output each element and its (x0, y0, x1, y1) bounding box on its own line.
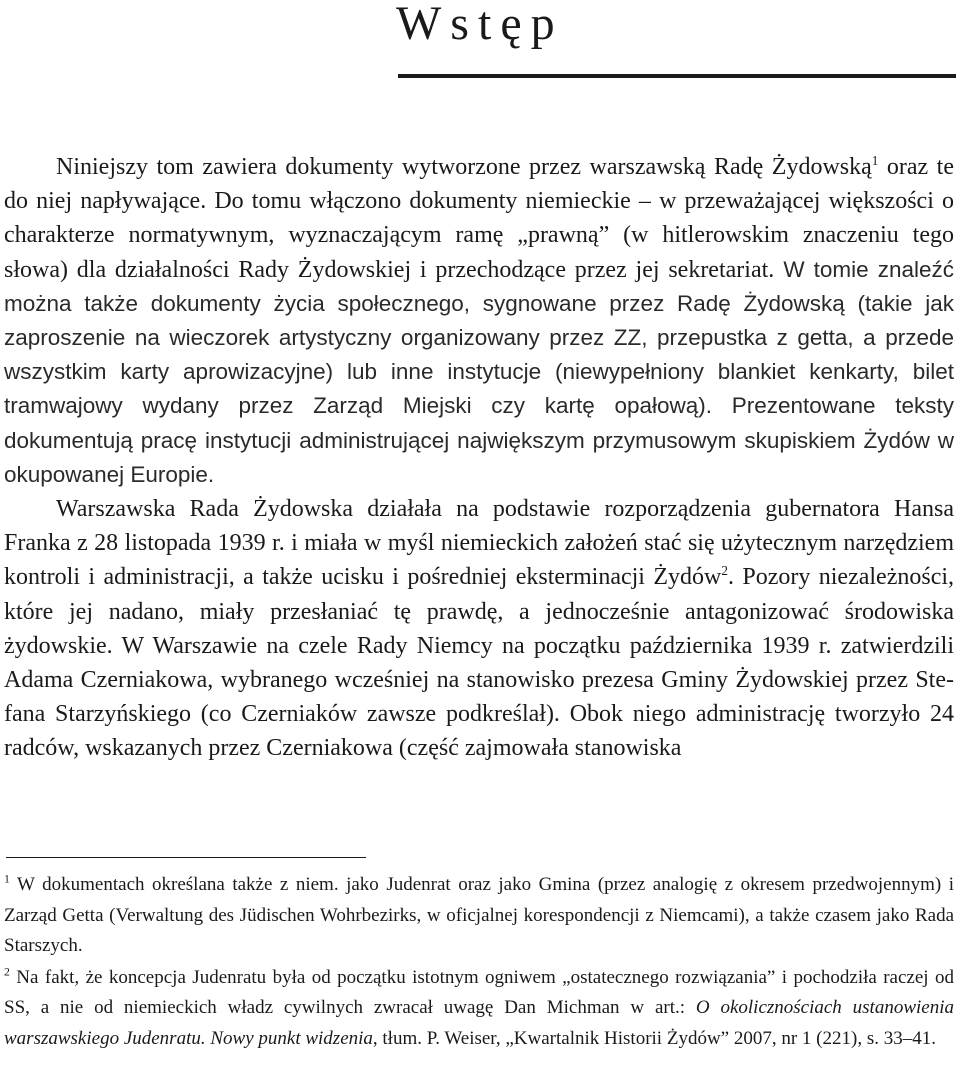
footnote-2-text-a: Na fakt, że koncepcja Judenratu była od początku istotnym ogniwem „ostatecznego rozwiązania” i pochodziła raczej od SS, a nie od niemieckich władz cywilnych zwracał uwagę Dan Michman w art.: (4, 966, 954, 1018)
footnote-1-number: 1 (4, 872, 10, 886)
paragraph-1-part-2: oraz te do niej napływające. Do tomu włączono dokumenty niemieckie – w przeważającej większości o charakterze normatywnym, wyznaczającym ramę „prawną” (w hitlerowskim znaczeniu tego słowa) dla działalności Rady Żydowskiej i przechodzące przez jej sekretariat. (4, 154, 954, 283)
footnote-2-number: 2 (4, 965, 10, 979)
paragraph-2-part-2: . Pozory niezależności, które jej nadano, miały przesłaniać tę prawdę, a jednocześnie antagonizować środowiska żydowskie. W Warszawie na czele Rady Niemcy na początku października 1939 r. zatwierdzili Adama Czerniakowa, wybranego wcześniej na stanowisko prezesa Gminy Żydowskiej przez Stefana Starzyńskiego (co Czerniaków zawsze podkreślał). Obok niego administrację tworzyło 24 radców, wskazanych przez Czerniakowa (część zajmowała stanowiska (4, 564, 955, 762)
footnote-2-text-b: , tłum. P. Weiser, „Kwartalnik Historii Żydów” 2007, nr 1 (221), s. 33–41. (372, 1027, 936, 1049)
footnotes (4, 870, 954, 1055)
paragraph-2-part-1: Warszawska Rada Żydowska działała na podstawie rozporządzenia gubernatora Hansa Franka z 28 listopada 1939 r. i miała w myśl niemieckich założeń stać się użytecznym narzędziem kontroli i administracji, a także ucisku i pośredniej eksterminacji Żydów (4, 496, 954, 591)
page-title: Wstęp (396, 0, 564, 50)
main-text (4, 150, 954, 766)
paragraph-1-part-1: Niniejszy tom zawiera dokumenty wytworzone przez warszawską Radę Żydowską (56, 154, 872, 180)
paragraph-1 (4, 150, 954, 492)
footnote-ref-1[interactable]: 1 (871, 153, 879, 168)
footnote-1 (4, 870, 954, 962)
footnote-1-text: W dokumentach określana także z niem. jako Judenrat oraz jako Gmina (przez analogię z okresem przedwojennym) i Zarząd Getta (Verwaltung des Jüdischen Wohrbezirks, w oficjalnej korespondencji z Niemcami), a także czasem jako Rada Starszych. (4, 874, 954, 956)
footnote-2 (4, 963, 954, 1055)
footnote-2-article-title: O okolicznościach ustanowienia warszawskiego Judenratu. Nowy punkt widzenia (4, 997, 954, 1049)
title-underline (398, 74, 956, 78)
paragraph-2 (4, 492, 954, 766)
footnote-ref-2[interactable]: 2 (721, 563, 728, 579)
paragraph-1-part-3: W tomie znaleźć można także dokumenty życia społecznego, sygnowane przez Radę Żydowską (takie jak zaproszenie na wieczorek artystyczny organizowany przez ZZ, przepustka z getta, a przede wszystkim karty aprowizacyjne) lub inne instytucje (niewypełniony blankiet kenkarty, bilet tramwajowy wydany przez Zarząd Miejski czy kartę opałową). Prezentowane teksty dokumentują pracę instytucji administrującej największym przymusowym skupiskiem Żydów w okupowanej Europie. (4, 256, 954, 487)
footnote-separator (6, 857, 366, 858)
